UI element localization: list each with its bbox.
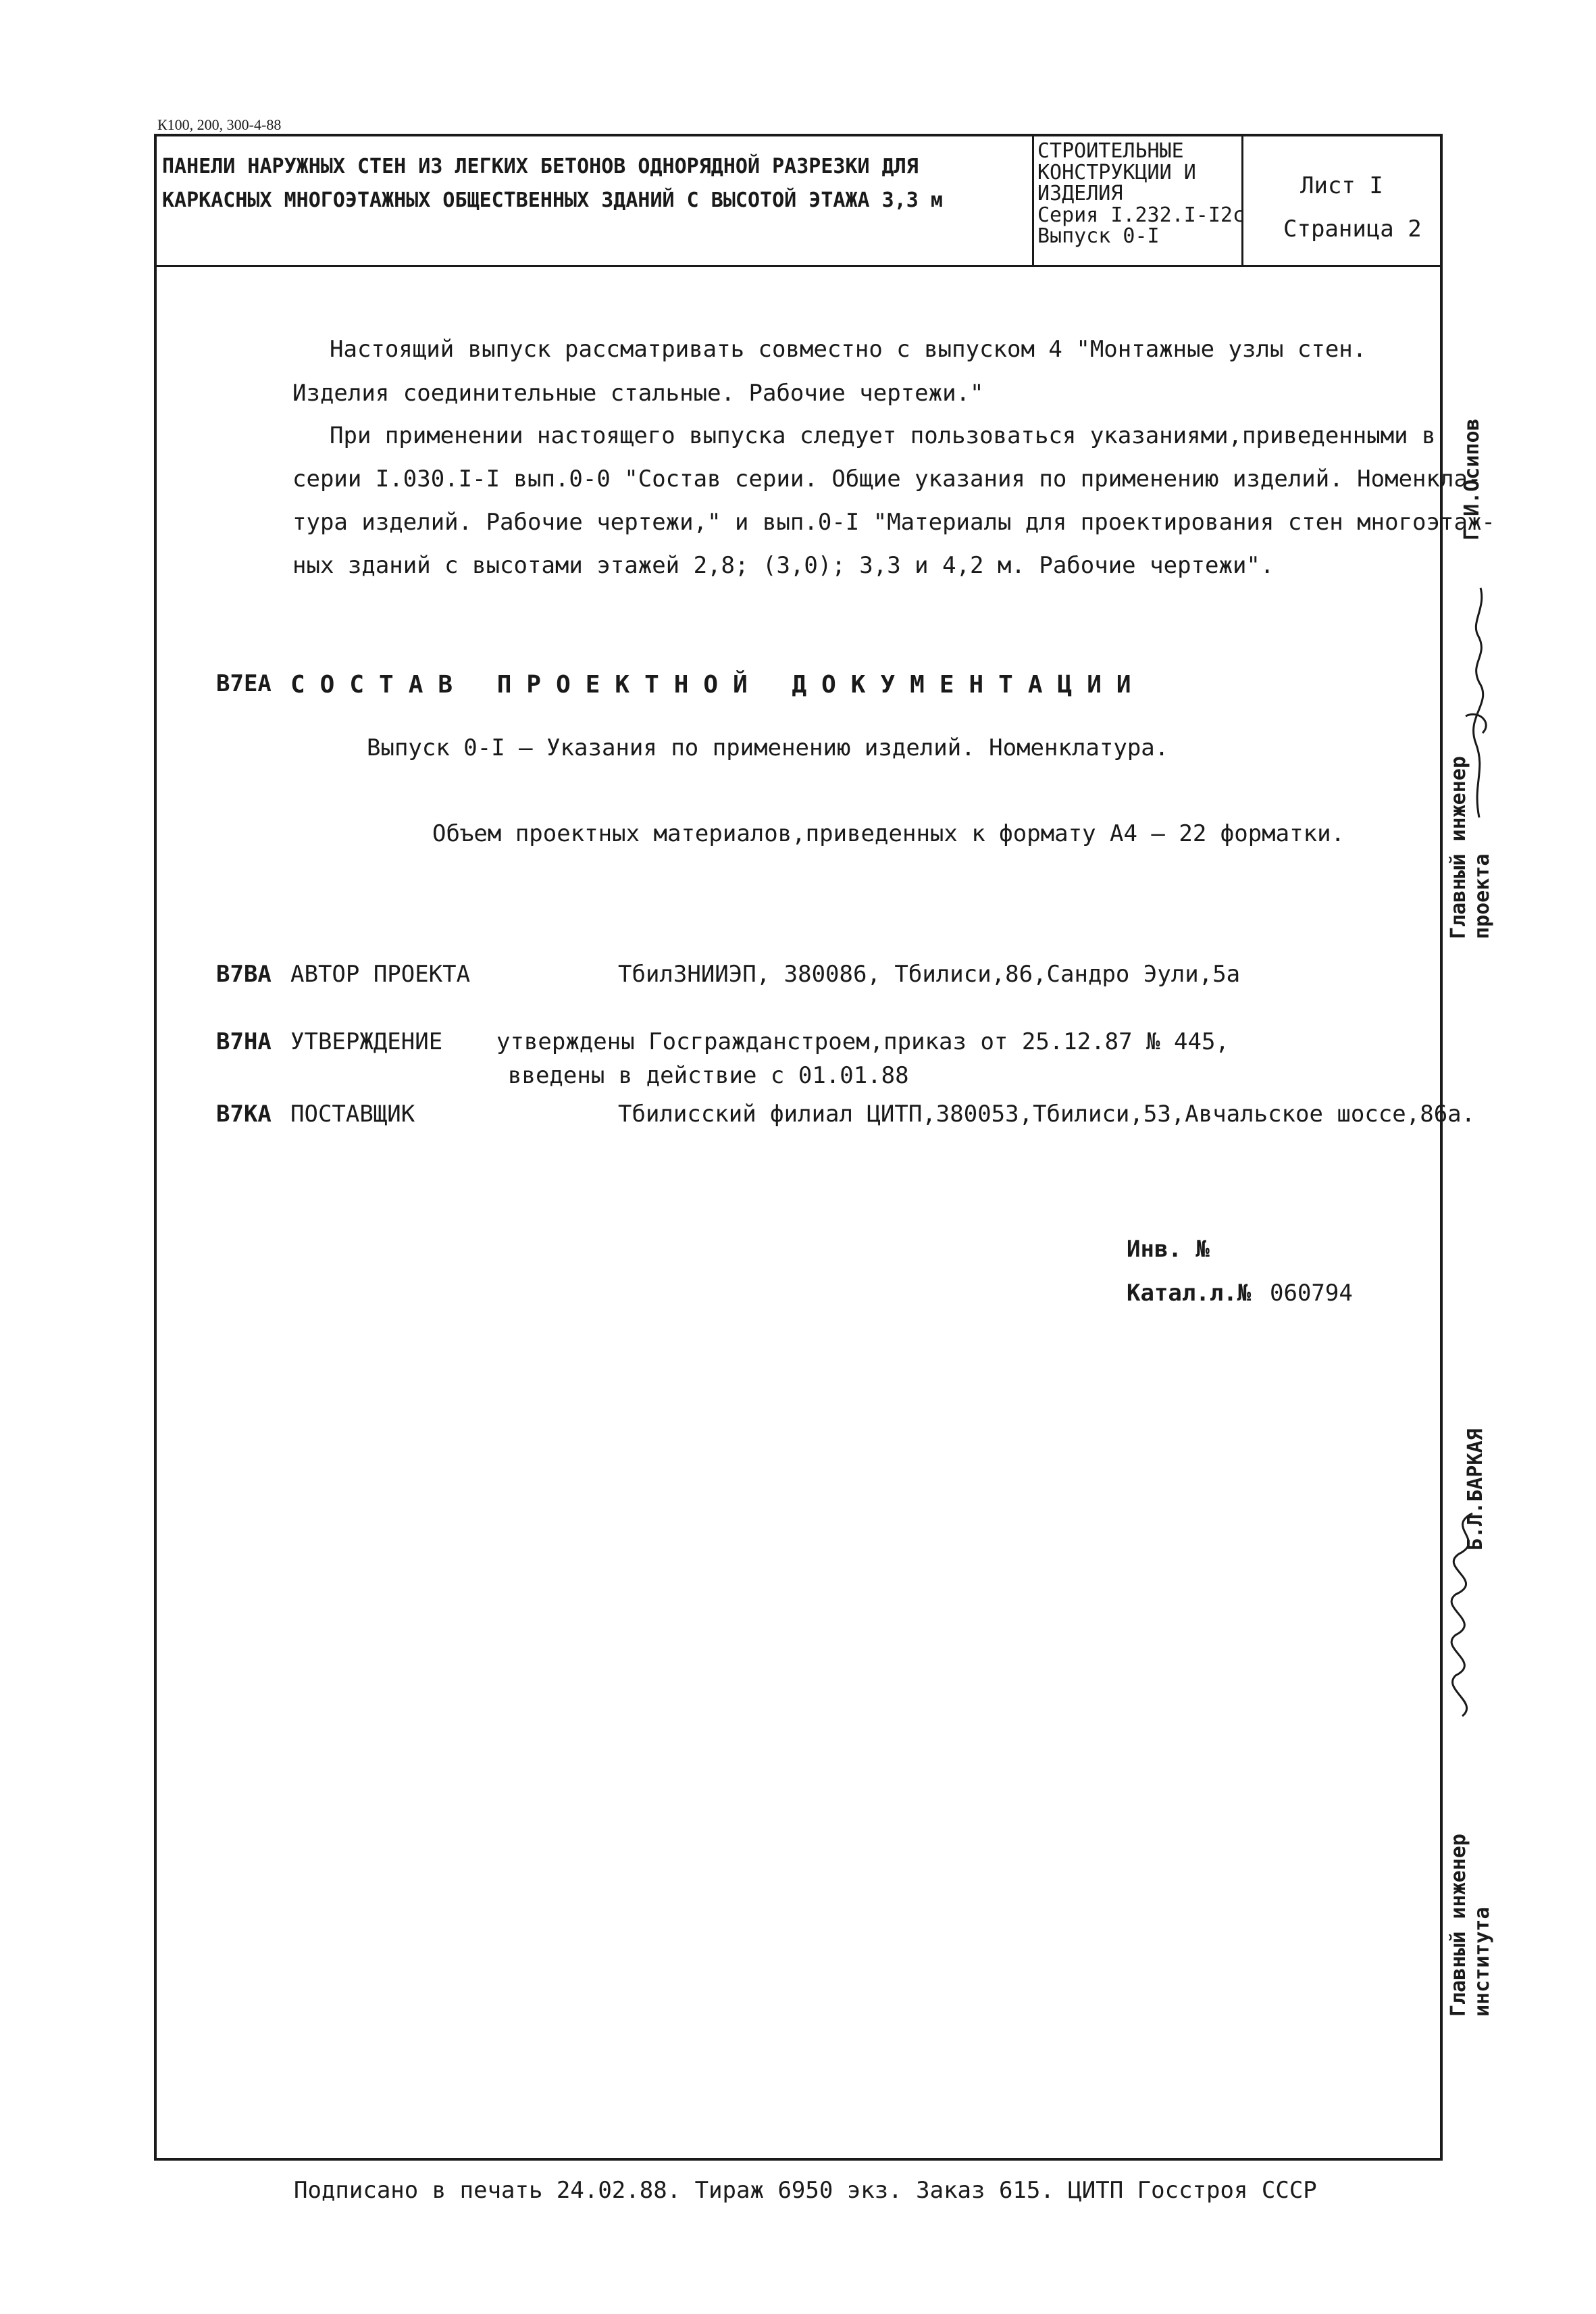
- header-divider: [154, 265, 1443, 267]
- sheet-number: Лист I: [1300, 172, 1383, 199]
- author-value: ТбилЗНИИЭП, 380086, Тбилиси,86,Сандро Эули,5а: [618, 961, 1241, 988]
- series-line: ИЗДЕЛИЯ: [1037, 182, 1123, 205]
- composition-code: В7ЕА: [216, 670, 272, 697]
- composition-heading: СОСТАВ ПРОЕКТНОЙ ДОКУМЕНТАЦИИ: [290, 671, 1146, 699]
- approval-line1: утверждены Госгражданстроем,приказ от 25.12.87 № 445,: [496, 1028, 1229, 1055]
- print-footer: Подписано в печать 24.02.88. Тираж 6950 экз. Заказ 615. ЦИТП Госстроя СССР: [294, 2177, 1317, 2204]
- chief-institute-engineer-title: [1447, 1834, 1494, 2017]
- series-line: Серия I.232.I-I2с: [1037, 203, 1245, 227]
- approval-code: В7НА: [216, 1028, 272, 1055]
- composition-volume: Объем проектных материалов,приведенных к формату А4 – 22 форматки.: [432, 820, 1345, 847]
- header-title-line-2: КАРКАСНЫХ МНОГОЭТАЖНЫХ ОБЩЕСТВЕННЫХ ЗДАНИЙ С ВЫСОТОЙ ЭТАЖА 3,3 м: [162, 188, 943, 212]
- title-line: Главный инженер: [1447, 1834, 1470, 2017]
- chief-institute-engineer-name: Б.Л.БАРКАЯ: [1464, 1428, 1487, 1551]
- supplier-label: ПОСТАВЩИК: [290, 1101, 415, 1128]
- intro-p2-line1: При применении настоящего выпуска следует пользоваться указаниями,приведенными в: [330, 422, 1436, 449]
- intro-p2-line2: серии I.030.I-I вып.0-0 "Состав серии. Общие указания по применению изделий. Номенкла-: [292, 466, 1482, 493]
- composition-issue: Выпуск 0-I – Указания по применению изделий. Номенклатура.: [367, 734, 1169, 761]
- series-block: [1037, 141, 1245, 247]
- intro-p1-line2: Изделия соединительные стальные. Рабочие чертежи.": [292, 380, 984, 407]
- document-code: К100, 200, 300-4-88: [157, 116, 282, 133]
- header-title-line-1: ПАНЕЛИ НАРУЖНЫХ СТЕН ИЗ ЛЕГКИХ БЕТОНОВ ОДНОРЯДНОЙ РАЗРЕЗКИ ДЛЯ: [162, 155, 919, 178]
- title-line: института: [1470, 1907, 1494, 2017]
- catalog-value: 060794: [1270, 1280, 1353, 1307]
- header-column-divider-1: [1032, 134, 1034, 266]
- approval-label: УТВЕРЖДЕНИЕ: [290, 1028, 443, 1055]
- intro-p2-line4: ных зданий с высотами этажей 2,8; (3,0); 3,3 и 4,2 м. Рабочие чертежи".: [292, 552, 1275, 579]
- supplier-code: В7КА: [216, 1101, 272, 1128]
- chief-project-engineer-name: Г.И.Осипов: [1460, 418, 1484, 540]
- series-line: КОНСТРУКЦИИ И: [1037, 160, 1196, 184]
- author-label: АВТОР ПРОЕКТА: [290, 961, 471, 988]
- title-line: Главный инженер: [1447, 756, 1470, 939]
- supplier-value: Тбилисский филиал ЦИТП,380053,Тбилиси,53,Авчальское шоссе,86а.: [618, 1101, 1476, 1128]
- series-line: СТРОИТЕЛЬНЫЕ: [1037, 139, 1184, 163]
- series-line: Выпуск 0-I: [1037, 224, 1160, 248]
- catalog-label: Катал.л.№: [1127, 1280, 1252, 1307]
- author-code: В7ВА: [216, 961, 272, 988]
- page-number: Страница 2: [1283, 216, 1422, 243]
- title-line: проекта: [1470, 853, 1494, 939]
- signature-1-image: [1439, 581, 1513, 824]
- signature-2-image: [1425, 1507, 1499, 1723]
- intro-p2-line3: тура изделий. Рабочие чертежи," и вып.0-I "Материалы для проектирования стен многоэтаж-: [292, 509, 1495, 536]
- intro-p1-line1: Настоящий выпуск рассматривать совместно с выпуском 4 "Монтажные узлы стен.: [330, 336, 1367, 363]
- inventory-label: Инв. №: [1127, 1236, 1210, 1263]
- approval-line2: введены в действие с 01.01.88: [508, 1062, 909, 1089]
